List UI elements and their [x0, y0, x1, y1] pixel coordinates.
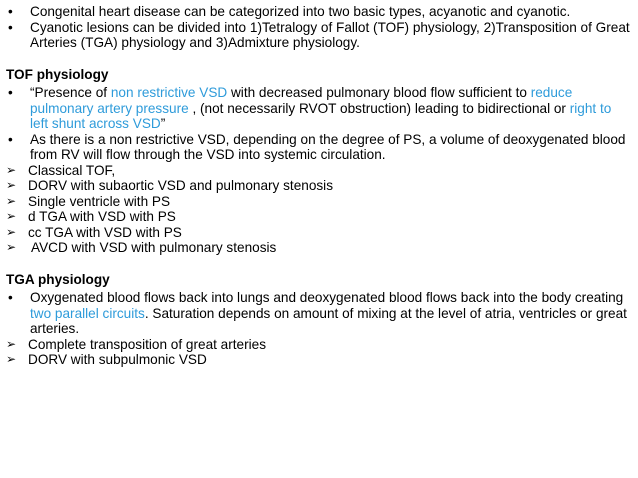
- tof-definition: “Presence of non restrictive VSD with decreased pulmonary blood flow sufficient to reduce pulmonary artery pressure , (not necessarily RVOT obstruction) leading to bidirectional or right to left shunt across VSD”: [30, 85, 612, 131]
- bullet-marker: •: [8, 290, 13, 305]
- tof-arrow-item-5: [6, 225, 630, 241]
- intro-bullet-1: [6, 4, 630, 20]
- tof-arrow-item-6: [6, 240, 630, 256]
- tof-arrow-item-3: [6, 194, 630, 210]
- tof-arrow-item-2: [6, 178, 630, 194]
- arrow-bullet-icon: ➢: [6, 352, 17, 366]
- tga-bullet-1: [6, 290, 630, 337]
- tof-bullet-1: [6, 85, 630, 132]
- tof-arrow-text: Classical TOF,: [28, 162, 116, 178]
- highlight-two-parallel-circuits: two parallel circuits: [30, 305, 145, 321]
- tof-arrow-text: DORV with subaortic VSD and pulmonary stenosis: [28, 178, 333, 193]
- bullet-marker: •: [8, 131, 13, 147]
- tga-arrow-text: DORV with subpulmonic VSD: [28, 352, 207, 367]
- bullet-marker: •: [8, 4, 13, 19]
- tof-arrow-text: cc TGA with VSD with PS: [28, 224, 182, 240]
- arrow-bullet-icon: ➢: [6, 224, 17, 239]
- intro-text-2: Cyanotic lesions can be divided into 1)Tetralogy of Fallot (TOF) physiology, 2)Transposition of Great Arteries (TGA) physiology and 3)Admixture physiology.: [30, 19, 630, 50]
- bullet-marker: •: [8, 85, 13, 100]
- tga-arrow-item-1: [6, 337, 630, 353]
- tof-arrow-text: Single ventricle with PS: [28, 193, 171, 209]
- tof-arrow-text: d TGA with VSD with PS: [28, 209, 176, 224]
- tof-arrow-text: AVCD with VSD with pulmonary stenosis: [28, 240, 277, 255]
- arrow-bullet-icon: ➢: [6, 209, 17, 223]
- tof-explanation: As there is a non restrictive VSD, depending on the degree of PS, a volume of deoxygenated blood from RV will flow through the VSD into systemic circulation.: [30, 131, 626, 162]
- tga-heading: TGA physiology: [6, 271, 110, 287]
- tof-heading: TOF physiology: [6, 66, 109, 82]
- intro-bullet-2: [6, 20, 630, 51]
- tof-arrow-item-1: [6, 163, 630, 179]
- bullet-marker: •: [8, 19, 13, 35]
- highlight-reduce-pa-pressure: reduce pulmonary artery pressure: [30, 85, 573, 116]
- tof-bullet-2: [6, 132, 630, 163]
- tof-arrow-item-4: [6, 209, 630, 225]
- arrow-bullet-icon: ➢: [6, 193, 17, 208]
- tga-arrow-item-2: [6, 352, 630, 368]
- arrow-bullet-icon: ➢: [6, 336, 17, 351]
- tga-explanation: Oxygenated blood flows back into lungs and deoxygenated blood flows back into the body creating two parallel circuits. Saturation depends on amount of mixing at the level of atria, ventricles or great arteries.: [30, 290, 627, 336]
- arrow-bullet-icon: ➢: [6, 240, 17, 254]
- highlight-non-restrictive-vsd: non restrictive VSD: [110, 85, 228, 100]
- tga-arrow-text: Complete transposition of great arteries: [28, 336, 267, 352]
- highlight-right-to-left-shunt: right to left shunt across VSD: [30, 100, 612, 131]
- intro-text-1: Congenital heart disease can be categorized into two basic types, acyanotic and cyanotic.: [30, 4, 571, 19]
- arrow-bullet-icon: ➢: [6, 178, 17, 192]
- arrow-bullet-icon: ➢: [6, 162, 17, 177]
